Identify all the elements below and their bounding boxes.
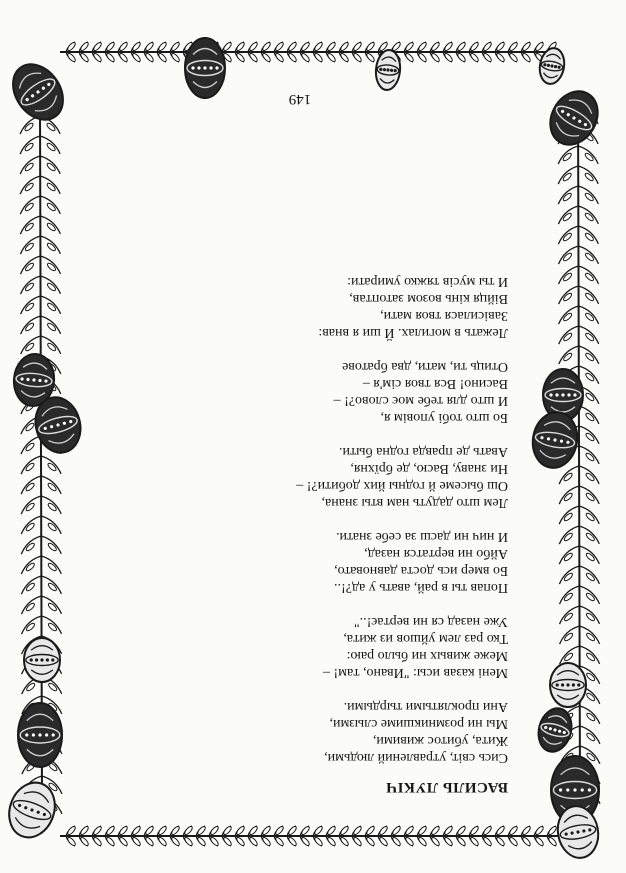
poem-line: Лем што дадуть нам вты знана, (321, 495, 508, 510)
easter-egg-icon (550, 663, 586, 707)
stanza-5 (78, 358, 508, 426)
poem-line: Війця кінь возом затоптав, (349, 291, 508, 306)
poem-line: Завісилася твоя мати, (380, 308, 508, 323)
poem-title: ВАСИЛЬ ЛУКІЧ (385, 779, 508, 795)
poem-line: И што для тебе моє слово?! – (333, 393, 508, 408)
rotated-page-content (70, 80, 530, 815)
poem (78, 256, 508, 815)
poem-line: Тко раз лем уйшов из жита, (343, 631, 508, 646)
poem-line: И нич ни дасш за себе знати. (336, 529, 508, 544)
poem-line: Сись світ, утравлений людьми, (324, 750, 508, 765)
stanza-1 (78, 698, 508, 766)
poem-line: Ош бысеме й годны йих добити?! – (296, 478, 508, 493)
stanza-4 (78, 443, 508, 511)
poem-line: Бо што тобі уповім я, (380, 410, 508, 425)
easter-egg-icon (3, 55, 73, 129)
stanza-6 (78, 273, 508, 341)
easter-egg-icon (18, 703, 62, 767)
poem-line: Бо вмер ись доста давновато, (334, 563, 508, 578)
poem-line: Попав ты в рай, авать у ад?!.. (334, 580, 508, 595)
poem-line: Васино! Вся твоя сім'я – (362, 376, 508, 391)
poem-line: Мені казав исы: "Ивано, там! – (322, 665, 508, 680)
poem-line: Меже живых ни было раю: (346, 648, 508, 663)
poem-line: Уже назад ся ни вертає!.." (353, 614, 508, 629)
easter-egg-icon (534, 705, 576, 756)
stanza-2 (78, 613, 508, 681)
poem-line: Айбо ни вертатся назад, (364, 546, 508, 561)
poem-line: Жита, убитос живими, (372, 733, 508, 748)
poem-line: Ни знаву, Васю, де брїхня, (350, 461, 508, 476)
poem-line: И ты мусів тяжко умирати: (347, 274, 508, 289)
poem-line: Лежать в могилах. Й ши я внав: (318, 325, 508, 340)
stanza-3 (78, 528, 508, 596)
page-number: 149 (288, 91, 312, 107)
poem-line: Авать де правда годна быти. (339, 444, 508, 459)
poem-line: Отиць ти, мати, два братове (342, 359, 508, 374)
easter-egg-icon (24, 638, 60, 682)
poem-line: Ани проклятыми тырдыми. (343, 699, 508, 714)
poem-line: Мы ни розмникшиме слызми, (329, 716, 508, 731)
